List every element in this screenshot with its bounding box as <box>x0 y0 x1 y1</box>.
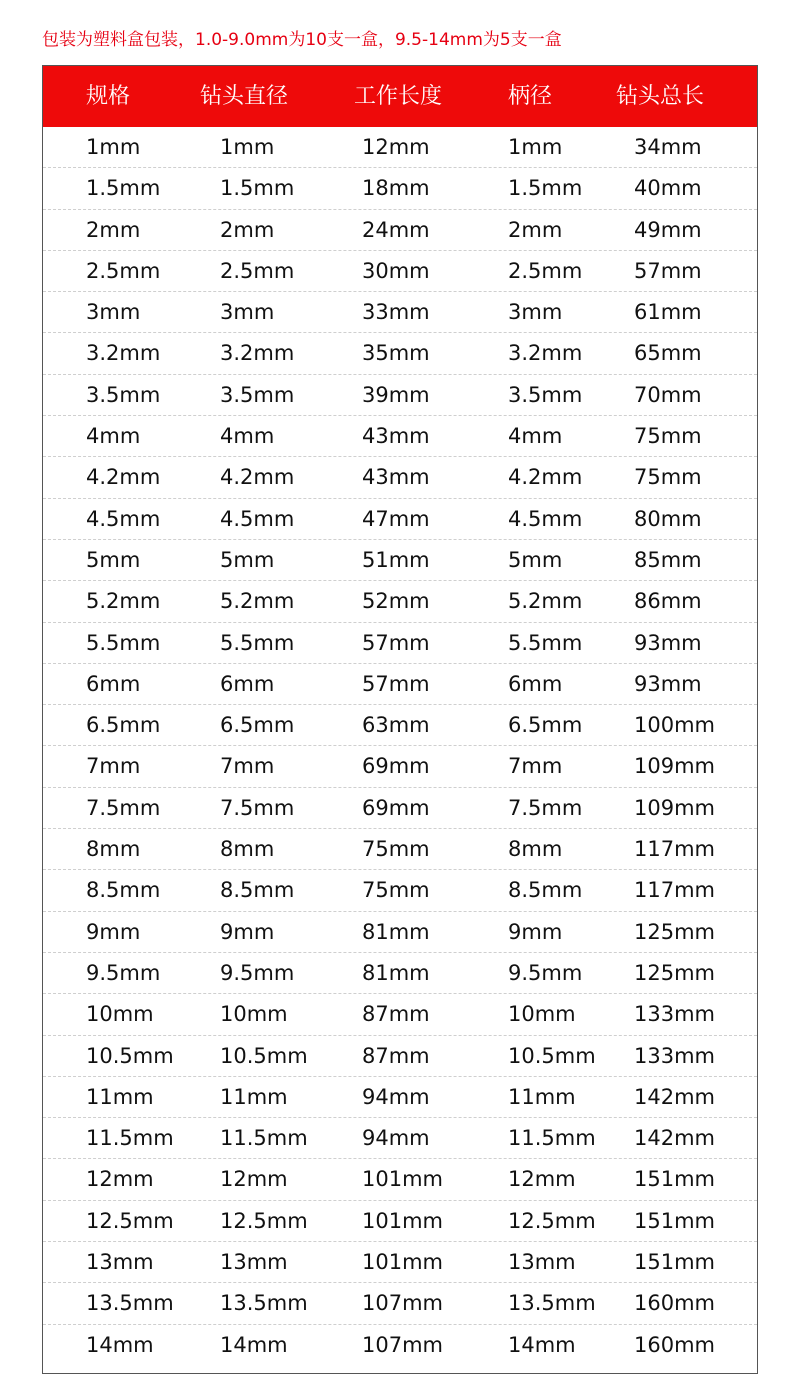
cell-bit-diameter: 5.5mm <box>220 630 295 655</box>
cell-bit-diameter: 14mm <box>220 1332 288 1357</box>
table-row <box>43 1201 757 1242</box>
cell-bit-diameter: 8.5mm <box>220 878 295 903</box>
cell-total-length: 125mm <box>634 919 715 944</box>
cell-spec: 1.5mm <box>86 176 161 201</box>
table-row <box>43 292 757 333</box>
cell-shank-diameter: 13mm <box>508 1250 576 1275</box>
cell-total-length: 85mm <box>634 547 702 572</box>
cell-working-length: 81mm <box>362 960 430 985</box>
cell-working-length: 35mm <box>362 341 430 366</box>
cell-shank-diameter: 3mm <box>508 300 563 325</box>
cell-working-length: 81mm <box>362 919 430 944</box>
cell-spec: 1mm <box>86 135 141 159</box>
cell-total-length: 86mm <box>634 589 702 614</box>
cell-bit-diameter: 1.5mm <box>220 176 295 201</box>
cell-working-length: 52mm <box>362 589 430 614</box>
header-bit-diameter: 钻头直径 <box>200 84 289 109</box>
header-working-length: 工作长度 <box>354 84 443 109</box>
cell-spec: 2mm <box>86 217 141 242</box>
cell-bit-diameter: 2.5mm <box>220 258 295 283</box>
cell-working-length: 94mm <box>362 1126 430 1151</box>
table-row <box>43 829 757 870</box>
cell-shank-diameter: 4mm <box>508 424 563 449</box>
cell-total-length: 34mm <box>634 135 702 159</box>
table-row <box>43 375 757 416</box>
cell-working-length: 101mm <box>362 1167 443 1192</box>
cell-shank-diameter: 8mm <box>508 837 563 862</box>
cell-total-length: 40mm <box>634 176 702 201</box>
cell-shank-diameter: 3.2mm <box>508 341 583 366</box>
cell-spec: 7.5mm <box>86 795 161 820</box>
cell-shank-diameter: 10mm <box>508 1002 576 1027</box>
table-row <box>43 746 757 787</box>
cell-shank-diameter: 11mm <box>508 1084 576 1109</box>
cell-bit-diameter: 9mm <box>220 919 275 944</box>
table-row <box>43 994 757 1035</box>
cell-shank-diameter: 4.5mm <box>508 506 583 531</box>
cell-working-length: 101mm <box>362 1250 443 1275</box>
table-row <box>43 1283 757 1324</box>
cell-shank-diameter: 13.5mm <box>508 1291 596 1316</box>
cell-shank-diameter: 1mm <box>508 135 563 159</box>
cell-bit-diameter: 6mm <box>220 671 275 696</box>
header-spec: 规格 <box>86 84 131 109</box>
cell-shank-diameter: 9mm <box>508 919 563 944</box>
cell-total-length: 100mm <box>634 713 715 738</box>
cell-bit-diameter: 10.5mm <box>220 1043 308 1068</box>
cell-bit-diameter: 12.5mm <box>220 1208 308 1233</box>
cell-total-length: 133mm <box>634 1002 715 1027</box>
table-row <box>43 416 757 457</box>
cell-bit-diameter: 1mm <box>220 135 275 159</box>
cell-bit-diameter: 5.2mm <box>220 589 295 614</box>
table-row <box>43 1325 757 1366</box>
cell-spec: 9mm <box>86 919 141 944</box>
cell-working-length: 69mm <box>362 754 430 779</box>
cell-bit-diameter: 3mm <box>220 300 275 325</box>
cell-spec: 13mm <box>86 1250 154 1275</box>
cell-working-length: 107mm <box>362 1332 443 1357</box>
cell-working-length: 57mm <box>362 671 430 696</box>
cell-working-length: 94mm <box>362 1084 430 1109</box>
cell-working-length: 12mm <box>362 135 430 159</box>
cell-total-length: 109mm <box>634 754 715 779</box>
cell-total-length: 125mm <box>634 960 715 985</box>
cell-bit-diameter: 7.5mm <box>220 795 295 820</box>
cell-shank-diameter: 2.5mm <box>508 258 583 283</box>
cell-shank-diameter: 1.5mm <box>508 176 583 201</box>
cell-bit-diameter: 9.5mm <box>220 960 295 985</box>
cell-spec: 12mm <box>86 1167 154 1192</box>
cell-spec: 12.5mm <box>86 1208 174 1233</box>
table-body <box>43 127 757 1366</box>
cell-spec: 8.5mm <box>86 878 161 903</box>
cell-shank-diameter: 9.5mm <box>508 960 583 985</box>
table-row <box>43 1036 757 1077</box>
cell-spec: 14mm <box>86 1332 154 1357</box>
cell-spec: 3.5mm <box>86 382 161 407</box>
table-row <box>43 1118 757 1159</box>
cell-total-length: 70mm <box>634 382 702 407</box>
cell-total-length: 160mm <box>634 1332 715 1357</box>
cell-total-length: 160mm <box>634 1291 715 1316</box>
cell-spec: 6mm <box>86 671 141 696</box>
cell-working-length: 75mm <box>362 878 430 903</box>
cell-total-length: 142mm <box>634 1084 715 1109</box>
cell-working-length: 69mm <box>362 795 430 820</box>
cell-spec: 5.2mm <box>86 589 161 614</box>
cell-working-length: 18mm <box>362 176 430 201</box>
cell-shank-diameter: 14mm <box>508 1332 576 1357</box>
cell-spec: 10.5mm <box>86 1043 174 1068</box>
packaging-note: 包装为塑料盒包装，1.0-9.0mm为10支一盒，9.5-14mm为5支一盒 <box>42 30 562 50</box>
table-row <box>43 788 757 829</box>
cell-shank-diameter: 4.2mm <box>508 465 583 490</box>
table-row <box>43 127 757 168</box>
cell-spec: 4.5mm <box>86 506 161 531</box>
cell-working-length: 39mm <box>362 382 430 407</box>
cell-total-length: 65mm <box>634 341 702 366</box>
cell-spec: 13.5mm <box>86 1291 174 1316</box>
cell-working-length: 57mm <box>362 630 430 655</box>
cell-working-length: 30mm <box>362 258 430 283</box>
cell-bit-diameter: 5mm <box>220 547 275 572</box>
cell-spec: 5mm <box>86 547 141 572</box>
table-header-row <box>43 66 757 127</box>
cell-shank-diameter: 5mm <box>508 547 563 572</box>
cell-spec: 2.5mm <box>86 258 161 283</box>
cell-total-length: 93mm <box>634 630 702 655</box>
cell-total-length: 117mm <box>634 837 715 862</box>
cell-shank-diameter: 5.2mm <box>508 589 583 614</box>
cell-shank-diameter: 6.5mm <box>508 713 583 738</box>
cell-spec: 4.2mm <box>86 465 161 490</box>
cell-shank-diameter: 12.5mm <box>508 1208 596 1233</box>
cell-working-length: 51mm <box>362 547 430 572</box>
table-row <box>43 1242 757 1283</box>
cell-bit-diameter: 12mm <box>220 1167 288 1192</box>
table-row <box>43 664 757 705</box>
cell-spec: 11mm <box>86 1084 154 1109</box>
cell-total-length: 109mm <box>634 795 715 820</box>
table-row <box>43 168 757 209</box>
cell-working-length: 47mm <box>362 506 430 531</box>
cell-working-length: 24mm <box>362 217 430 242</box>
cell-total-length: 80mm <box>634 506 702 531</box>
cell-shank-diameter: 12mm <box>508 1167 576 1192</box>
cell-bit-diameter: 4mm <box>220 424 275 449</box>
cell-shank-diameter: 2mm <box>508 217 563 242</box>
table-row <box>43 623 757 664</box>
table-row <box>43 953 757 994</box>
header-shank-diameter: 柄径 <box>508 84 553 109</box>
cell-total-length: 117mm <box>634 878 715 903</box>
table-row <box>43 912 757 953</box>
cell-total-length: 151mm <box>634 1167 715 1192</box>
cell-total-length: 142mm <box>634 1126 715 1151</box>
cell-working-length: 33mm <box>362 300 430 325</box>
table-row <box>43 210 757 251</box>
spec-table <box>42 65 758 1374</box>
table-row <box>43 1159 757 1200</box>
header-total-length: 钻头总长 <box>616 84 705 109</box>
cell-spec: 3mm <box>86 300 141 325</box>
cell-total-length: 49mm <box>634 217 702 242</box>
cell-spec: 6.5mm <box>86 713 161 738</box>
cell-total-length: 151mm <box>634 1208 715 1233</box>
cell-bit-diameter: 3.2mm <box>220 341 295 366</box>
cell-spec: 3.2mm <box>86 341 161 366</box>
table-row <box>43 457 757 498</box>
cell-bit-diameter: 7mm <box>220 754 275 779</box>
table-row <box>43 705 757 746</box>
table-row <box>43 1077 757 1118</box>
cell-bit-diameter: 4.2mm <box>220 465 295 490</box>
cell-total-length: 93mm <box>634 671 702 696</box>
cell-spec: 7mm <box>86 754 141 779</box>
cell-shank-diameter: 6mm <box>508 671 563 696</box>
table-row <box>43 540 757 581</box>
cell-working-length: 43mm <box>362 424 430 449</box>
cell-spec: 5.5mm <box>86 630 161 655</box>
cell-bit-diameter: 3.5mm <box>220 382 295 407</box>
cell-bit-diameter: 11mm <box>220 1084 288 1109</box>
cell-working-length: 87mm <box>362 1043 430 1068</box>
cell-total-length: 151mm <box>634 1250 715 1275</box>
table-row <box>43 499 757 540</box>
cell-working-length: 43mm <box>362 465 430 490</box>
cell-total-length: 57mm <box>634 258 702 283</box>
cell-shank-diameter: 8.5mm <box>508 878 583 903</box>
cell-shank-diameter: 10.5mm <box>508 1043 596 1068</box>
cell-bit-diameter: 10mm <box>220 1002 288 1027</box>
cell-working-length: 75mm <box>362 837 430 862</box>
table-row <box>43 251 757 292</box>
cell-working-length: 87mm <box>362 1002 430 1027</box>
cell-total-length: 75mm <box>634 465 702 490</box>
cell-bit-diameter: 11.5mm <box>220 1126 308 1151</box>
cell-bit-diameter: 8mm <box>220 837 275 862</box>
cell-working-length: 63mm <box>362 713 430 738</box>
cell-bit-diameter: 2mm <box>220 217 275 242</box>
cell-working-length: 101mm <box>362 1208 443 1233</box>
table-row <box>43 333 757 374</box>
cell-shank-diameter: 7mm <box>508 754 563 779</box>
cell-bit-diameter: 13mm <box>220 1250 288 1275</box>
cell-spec: 11.5mm <box>86 1126 174 1151</box>
cell-spec: 10mm <box>86 1002 154 1027</box>
cell-shank-diameter: 3.5mm <box>508 382 583 407</box>
cell-shank-diameter: 7.5mm <box>508 795 583 820</box>
cell-spec: 4mm <box>86 424 141 449</box>
cell-spec: 8mm <box>86 837 141 862</box>
cell-shank-diameter: 5.5mm <box>508 630 583 655</box>
cell-total-length: 61mm <box>634 300 702 325</box>
cell-bit-diameter: 6.5mm <box>220 713 295 738</box>
table-row <box>43 581 757 622</box>
table-row <box>43 870 757 911</box>
cell-total-length: 133mm <box>634 1043 715 1068</box>
cell-spec: 9.5mm <box>86 960 161 985</box>
cell-total-length: 75mm <box>634 424 702 449</box>
cell-shank-diameter: 11.5mm <box>508 1126 596 1151</box>
cell-bit-diameter: 13.5mm <box>220 1291 308 1316</box>
cell-bit-diameter: 4.5mm <box>220 506 295 531</box>
cell-working-length: 107mm <box>362 1291 443 1316</box>
